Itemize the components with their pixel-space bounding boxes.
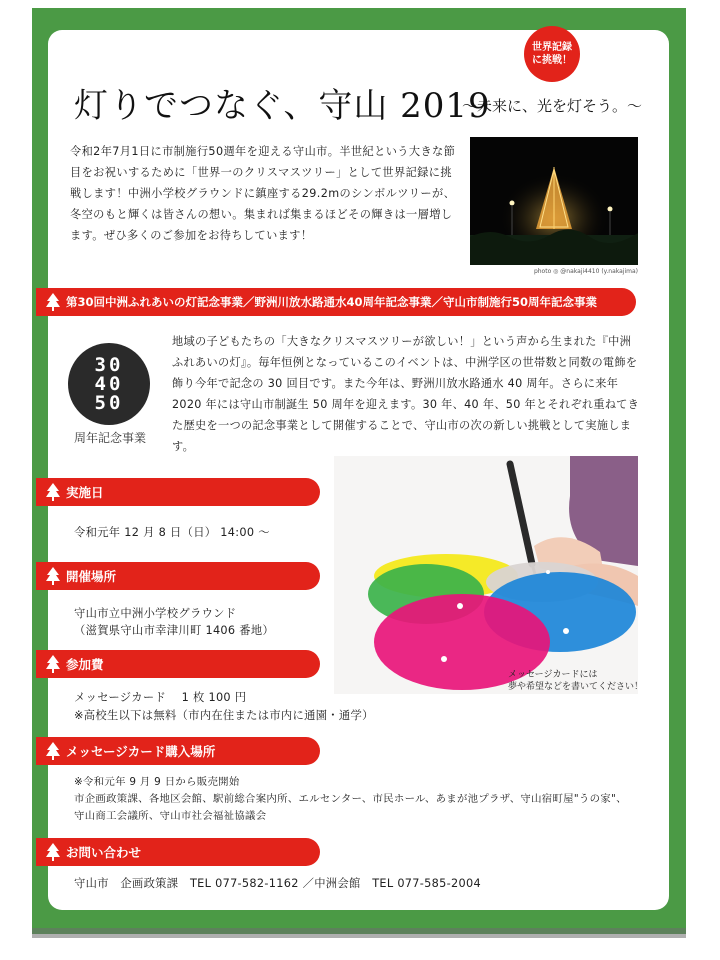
flyer-title: 灯りでつなぐ、守山 2019 [74, 86, 491, 126]
purchase-locations: 市企画政策課、各地区会館、駅前総合案内所、エルセンター、市民ホール、あまが池プラザ、守山宿町屋"うの家"、 [74, 793, 627, 805]
tree-icon [36, 562, 66, 590]
section-purchase-banner [36, 737, 320, 765]
venue-address: （滋賀県守山市幸津川町 1406 番地） [74, 624, 275, 637]
tree-icon [36, 737, 66, 765]
logo-50: 50 [94, 391, 124, 414]
logo-caption: 周年記念事業 [73, 431, 146, 445]
event-description: 地域の子どもたちの「大きなクリスマスツリーが欲しい！」という声から生まれた『中洲ふれあいの灯』。毎年恒例となっているこのイベントは、中洲学区の世帯数と同数の電飾を飾り今年で記念の 30 回目です。また今年は、野洲川放水路通水 40 周年。さらに来年 2020 年には守山市制誕生 50 周年を迎えます。30 年、40 年、50 年とそれぞれ重ねてきた歴史を一つの記念事業として開催することで、守山市の次の新しい挑戦として実施します。 [172, 335, 640, 453]
section-venue-heading: 開催場所 [66, 569, 117, 584]
section-date-banner [36, 478, 320, 506]
world-record-badge [524, 26, 580, 82]
fee-price: メッセージカード 1 枚 100 円 [74, 691, 247, 704]
christmas-tree-photo [470, 137, 638, 265]
tree-icon [36, 478, 66, 506]
flyer-subtitle: ～未来に、光を灯そう。～ [462, 97, 643, 115]
fee-note: ※高校生以下は無料（市内在住または市内に通園・通学） [74, 709, 374, 722]
tree-icon [36, 650, 66, 678]
intro-paragraph: 令和2年7月1日に市制施行50週年を迎える守山市。半世紀という大きな節目をお祝いするために「世界一のクリスマスツリー」として世界記録に挑戦します！中洲小学校グラウンドに鎮座する29.2mのシンボルツリーが、冬空のもと輝くは皆さんの想い。集まれば集まるほどその輝きは一層増します。ぜひ多くのご参加をお待ちしています！ [70, 145, 456, 242]
section-date-heading: 実施日 [66, 485, 104, 500]
section-contact-banner [36, 838, 320, 866]
photo-credit: photo ◎ @nakaji4410 (y.nakajima) [533, 268, 638, 275]
commemoration-banner [36, 288, 636, 316]
message-card-illustration [334, 456, 638, 694]
section-venue-banner [36, 562, 320, 590]
purchase-start-date: ※令和元年 9 月 9 日から販売開始 [74, 776, 240, 788]
logo-40: 40 [94, 372, 124, 395]
section-purchase-heading: メッセージカード購入場所 [66, 744, 216, 759]
tree-icon [36, 838, 66, 866]
section-fee-heading: 参加費 [66, 657, 104, 672]
caption-line-2: 夢や希望などを書いてください！ [508, 682, 644, 692]
anniversary-logo [68, 343, 150, 425]
frame-shadow [32, 928, 686, 938]
purchase-locations-cont: 守山商工会議所、守山市社会福祉協議会 [74, 810, 267, 822]
badge-text: 世界記録に挑戦！ [532, 42, 572, 66]
tree-photo-illustration [470, 137, 638, 265]
caption-line-1: メッセージカードには [508, 670, 598, 680]
logo-30: 30 [94, 353, 124, 376]
tree-icon [36, 288, 66, 316]
commemoration-banner-label: 第30回中洲ふれあいの灯記念事業／野洲川放水路通水40周年記念事業／守山市制施行50周年記念事業 [66, 295, 598, 309]
venue-name: 守山市立中洲小学校グラウンド [74, 607, 237, 620]
section-fee-banner [36, 650, 320, 678]
event-date: 令和元年 12 月 8 日（日） 14:00 ～ [74, 526, 270, 539]
contact-info: 守山市 企画政策課 TEL 077-582-1162 ／中洲会館 TEL 077-585-2004 [74, 877, 481, 890]
message-card-photo [334, 456, 638, 694]
section-contact-heading: お問い合わせ [66, 845, 142, 860]
message-card-caption [508, 669, 648, 693]
